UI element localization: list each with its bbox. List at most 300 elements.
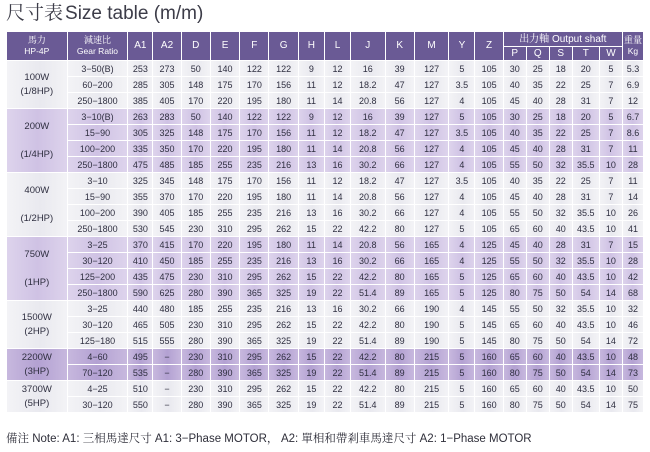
- value-cell: 35: [526, 77, 549, 93]
- gear-ratio-cell: 4−60: [67, 349, 128, 365]
- value-cell: 475: [128, 157, 153, 173]
- value-cell: 125: [475, 285, 503, 301]
- value-cell: 235: [240, 301, 269, 317]
- value-cell: 47: [385, 77, 414, 93]
- value-cell: 310: [210, 221, 239, 237]
- value-cell: 12: [622, 93, 643, 109]
- value-cell: 195: [240, 93, 269, 109]
- value-cell: 165: [414, 253, 449, 269]
- value-cell: 35: [526, 125, 549, 141]
- value-cell: 6.7: [622, 109, 643, 125]
- note-a1-zh: A1: 三相馬達尺寸: [62, 433, 152, 445]
- value-cell: 28: [549, 141, 572, 157]
- table-row: [7, 365, 644, 381]
- value-cell: 105: [475, 141, 503, 157]
- value-cell: 43.5: [572, 317, 599, 333]
- value-cell: 127: [414, 157, 449, 173]
- value-cell: 105: [475, 189, 503, 205]
- value-cell: 195: [240, 237, 269, 253]
- value-cell: 65: [503, 317, 526, 333]
- value-cell: 280: [181, 397, 210, 413]
- value-cell: 18: [549, 109, 572, 125]
- value-cell: 165: [414, 285, 449, 301]
- value-cell: 18.2: [351, 77, 386, 93]
- table-row: [7, 141, 644, 157]
- value-cell: 68: [622, 285, 643, 301]
- table-row: [7, 125, 644, 141]
- value-cell: 14: [324, 141, 350, 157]
- value-cell: 20.8: [351, 93, 386, 109]
- value-cell: 545: [153, 221, 181, 237]
- value-cell: 35.5: [572, 157, 599, 173]
- gear-ratio-cell: 125−200: [67, 269, 128, 285]
- value-cell: 19: [298, 333, 324, 349]
- value-cell: 127: [414, 77, 449, 93]
- value-cell: 56: [385, 189, 414, 205]
- value-cell: 40: [549, 317, 572, 333]
- value-cell: 220: [210, 189, 239, 205]
- value-cell: 10: [599, 269, 622, 285]
- value-cell: 280: [181, 333, 210, 349]
- header-shaft: P: [503, 47, 526, 61]
- value-cell: 40: [549, 349, 572, 365]
- value-cell: 40: [526, 237, 549, 253]
- gear-ratio-cell: 3−50(B): [67, 61, 128, 77]
- value-cell: 75: [526, 333, 549, 349]
- power-cell: 1500W (2HP): [7, 301, 68, 349]
- value-cell: 65: [503, 381, 526, 397]
- note-prefix: 備注 Note:: [6, 433, 60, 445]
- gear-ratio-cell: 3−10: [67, 173, 128, 189]
- table-row: [7, 93, 644, 109]
- value-cell: 410: [128, 253, 153, 269]
- value-cell: 385: [128, 93, 153, 109]
- value-cell: 310: [210, 349, 239, 365]
- value-cell: 180: [269, 141, 298, 157]
- value-cell: 30.2: [351, 157, 386, 173]
- note-a1-en: A1: 3−Phase MOTOR，: [154, 433, 279, 445]
- value-cell: 10: [599, 157, 622, 173]
- value-cell: 345: [153, 173, 181, 189]
- value-cell: 215: [414, 365, 449, 381]
- value-cell: 11: [298, 125, 324, 141]
- value-cell: 50: [526, 253, 549, 269]
- value-cell: 46: [622, 317, 643, 333]
- value-cell: 14: [599, 333, 622, 349]
- value-cell: 390: [210, 285, 239, 301]
- value-cell: 10: [599, 205, 622, 221]
- gear-ratio-cell: 100−200: [67, 141, 128, 157]
- value-cell: 56: [385, 141, 414, 157]
- value-cell: 405: [153, 205, 181, 221]
- header-gear-ratio: 減速比 Gear Ratio: [67, 32, 128, 61]
- value-cell: 253: [128, 61, 153, 77]
- value-cell: 165: [414, 237, 449, 253]
- value-cell: 14: [599, 285, 622, 301]
- value-cell: 31: [572, 93, 599, 109]
- value-cell: 160: [475, 365, 503, 381]
- value-cell: 295: [240, 317, 269, 333]
- header-dim: A2: [153, 32, 181, 61]
- value-cell: 262: [269, 221, 298, 237]
- header-dim: A1: [128, 32, 153, 61]
- value-cell: 263: [128, 109, 153, 125]
- value-cell: 22: [549, 173, 572, 189]
- value-cell: 47: [385, 173, 414, 189]
- value-cell: 390: [210, 365, 239, 381]
- header-dim: L: [324, 32, 350, 61]
- value-cell: 5: [449, 61, 475, 77]
- value-cell: 10: [599, 253, 622, 269]
- gear-ratio-cell: 60−200: [67, 77, 128, 93]
- value-cell: 127: [414, 205, 449, 221]
- value-cell: 535: [128, 365, 153, 381]
- value-cell: 170: [181, 141, 210, 157]
- value-cell: 4: [449, 237, 475, 253]
- value-cell: 365: [240, 365, 269, 381]
- value-cell: 127: [414, 221, 449, 237]
- value-cell: 127: [414, 125, 449, 141]
- value-cell: 7: [599, 125, 622, 141]
- value-cell: 45: [503, 93, 526, 109]
- value-cell: 10: [599, 301, 622, 317]
- value-cell: 175: [210, 173, 239, 189]
- value-cell: 295: [240, 349, 269, 365]
- value-cell: 45: [503, 189, 526, 205]
- table-row: [7, 189, 644, 205]
- header-dim: Z: [475, 32, 503, 61]
- value-cell: 262: [269, 349, 298, 365]
- value-cell: 54: [572, 397, 599, 413]
- value-cell: 216: [269, 157, 298, 173]
- value-cell: 262: [269, 317, 298, 333]
- value-cell: 25: [572, 77, 599, 93]
- value-cell: 325: [269, 285, 298, 301]
- gear-ratio-cell: 30−120: [67, 253, 128, 269]
- value-cell: 11: [298, 173, 324, 189]
- value-cell: 15: [622, 237, 643, 253]
- gear-ratio-cell: 125−180: [67, 333, 128, 349]
- value-cell: 18: [549, 61, 572, 77]
- value-cell: 11: [298, 189, 324, 205]
- gear-ratio-cell: 15−90: [67, 189, 128, 205]
- gear-ratio-cell: 3−10(B): [67, 109, 128, 125]
- value-cell: 390: [210, 333, 239, 349]
- value-cell: 39: [385, 61, 414, 77]
- value-cell: 4: [449, 301, 475, 317]
- value-cell: 22: [324, 397, 350, 413]
- value-cell: 72: [622, 333, 643, 349]
- value-cell: 156: [269, 77, 298, 93]
- value-cell: 20: [572, 109, 599, 125]
- value-cell: 12: [324, 61, 350, 77]
- value-cell: 80: [385, 269, 414, 285]
- value-cell: 80: [385, 317, 414, 333]
- value-cell: 4: [449, 205, 475, 221]
- power-cell: 200W (1/4HP): [7, 109, 68, 173]
- value-cell: 255: [210, 253, 239, 269]
- value-cell: 127: [414, 173, 449, 189]
- value-cell: 60: [526, 269, 549, 285]
- value-cell: 41: [622, 221, 643, 237]
- table-row: [7, 77, 644, 93]
- value-cell: 625: [153, 285, 181, 301]
- value-cell: 65: [503, 349, 526, 365]
- value-cell: 14: [324, 189, 350, 205]
- value-cell: 105: [475, 109, 503, 125]
- value-cell: 13: [298, 205, 324, 221]
- value-cell: 230: [181, 381, 210, 397]
- value-cell: 465: [128, 317, 153, 333]
- value-cell: 5: [449, 317, 475, 333]
- value-cell: 273: [153, 61, 181, 77]
- value-cell: 105: [475, 77, 503, 93]
- value-cell: 50: [181, 61, 210, 77]
- value-cell: 11: [298, 141, 324, 157]
- value-cell: 54: [572, 285, 599, 301]
- value-cell: 28: [549, 189, 572, 205]
- value-cell: 51.4: [351, 365, 386, 381]
- size-table: [6, 31, 644, 413]
- value-cell: 42.2: [351, 317, 386, 333]
- value-cell: 20.8: [351, 141, 386, 157]
- value-cell: 505: [153, 317, 181, 333]
- value-cell: 5: [599, 61, 622, 77]
- value-cell: 45: [503, 141, 526, 157]
- value-cell: 80: [503, 365, 526, 381]
- value-cell: 42: [622, 269, 643, 285]
- value-cell: 230: [181, 269, 210, 285]
- value-cell: 216: [269, 253, 298, 269]
- value-cell: 22: [549, 125, 572, 141]
- value-cell: 127: [414, 141, 449, 157]
- value-cell: 60: [526, 381, 549, 397]
- value-cell: 14: [324, 93, 350, 109]
- value-cell: 19: [298, 365, 324, 381]
- value-cell: 5: [449, 381, 475, 397]
- value-cell: 66: [385, 253, 414, 269]
- value-cell: 22: [324, 221, 350, 237]
- value-cell: 310: [210, 317, 239, 333]
- value-cell: 310: [210, 269, 239, 285]
- value-cell: 185: [181, 253, 210, 269]
- value-cell: 230: [181, 317, 210, 333]
- value-cell: 365: [240, 397, 269, 413]
- value-cell: 175: [210, 77, 239, 93]
- value-cell: 22: [324, 317, 350, 333]
- header-shaft: T: [572, 47, 599, 61]
- value-cell: 9: [298, 109, 324, 125]
- value-cell: 370: [128, 237, 153, 253]
- value-cell: 13: [298, 301, 324, 317]
- value-cell: 550: [128, 397, 153, 413]
- value-cell: 335: [128, 141, 153, 157]
- table-row: [7, 349, 644, 365]
- value-cell: 105: [475, 205, 503, 221]
- value-cell: 180: [269, 189, 298, 205]
- value-cell: 80: [385, 221, 414, 237]
- value-cell: 515: [128, 333, 153, 349]
- note-a2-zh: A2: 單相和帶剎車馬達尺寸: [280, 433, 417, 445]
- value-cell: 80: [503, 333, 526, 349]
- value-cell: 435: [128, 269, 153, 285]
- value-cell: 75: [526, 397, 549, 413]
- value-cell: 295: [240, 221, 269, 237]
- value-cell: 40: [549, 381, 572, 397]
- value-cell: 16: [324, 157, 350, 173]
- value-cell: 148: [181, 173, 210, 189]
- value-cell: 60: [526, 349, 549, 365]
- value-cell: 14: [622, 189, 643, 205]
- value-cell: 40: [549, 269, 572, 285]
- value-cell: 65: [503, 269, 526, 285]
- value-cell: 262: [269, 269, 298, 285]
- value-cell: −: [153, 397, 181, 413]
- value-cell: 26: [622, 205, 643, 221]
- value-cell: 32: [549, 157, 572, 173]
- value-cell: 45: [503, 237, 526, 253]
- value-cell: 12: [324, 109, 350, 125]
- value-cell: 48: [622, 349, 643, 365]
- value-cell: 6.9: [622, 77, 643, 93]
- value-cell: 11: [298, 237, 324, 253]
- value-cell: 39: [385, 109, 414, 125]
- value-cell: 105: [475, 125, 503, 141]
- power-cell: 100W (1/8HP): [7, 61, 68, 109]
- value-cell: 16: [351, 61, 386, 77]
- header-dim: F: [240, 32, 269, 61]
- value-cell: 89: [385, 365, 414, 381]
- value-cell: 35: [526, 173, 549, 189]
- table-row: [7, 269, 644, 285]
- value-cell: 122: [240, 109, 269, 125]
- header-dim: K: [385, 32, 414, 61]
- value-cell: 50: [549, 333, 572, 349]
- table-row: [7, 237, 644, 253]
- header-dim: J: [351, 32, 386, 61]
- value-cell: 10: [599, 381, 622, 397]
- value-cell: 31: [572, 237, 599, 253]
- gear-ratio-cell: 250−1800: [67, 93, 128, 109]
- value-cell: 185: [181, 157, 210, 173]
- value-cell: 325: [269, 397, 298, 413]
- value-cell: 47: [385, 125, 414, 141]
- value-cell: 15: [298, 269, 324, 285]
- value-cell: 11: [298, 93, 324, 109]
- value-cell: 7: [599, 237, 622, 253]
- gear-ratio-cell: 250−1800: [67, 285, 128, 301]
- value-cell: 50: [549, 397, 572, 413]
- value-cell: 65: [503, 221, 526, 237]
- value-cell: 190: [414, 301, 449, 317]
- value-cell: 280: [181, 365, 210, 381]
- gear-ratio-cell: 250−1800: [67, 221, 128, 237]
- value-cell: 30: [503, 109, 526, 125]
- value-cell: 190: [414, 317, 449, 333]
- value-cell: 310: [210, 381, 239, 397]
- value-cell: 12: [324, 125, 350, 141]
- value-cell: 4: [449, 93, 475, 109]
- value-cell: 415: [153, 237, 181, 253]
- header-row: [7, 32, 644, 47]
- value-cell: 50: [549, 285, 572, 301]
- value-cell: 280: [181, 285, 210, 301]
- value-cell: 40: [526, 189, 549, 205]
- value-cell: 25: [572, 125, 599, 141]
- header-shaft: Q: [526, 47, 549, 61]
- value-cell: 440: [128, 301, 153, 317]
- header-dim: H: [298, 32, 324, 61]
- value-cell: 5: [449, 365, 475, 381]
- value-cell: 122: [240, 61, 269, 77]
- value-cell: 175: [210, 125, 239, 141]
- value-cell: 19: [298, 285, 324, 301]
- value-cell: 16: [324, 301, 350, 317]
- value-cell: 148: [181, 77, 210, 93]
- value-cell: 365: [240, 333, 269, 349]
- table-row: [7, 253, 644, 269]
- note-a2-en: A2: 1−Phase MOTOR: [419, 433, 532, 445]
- value-cell: 4: [449, 189, 475, 205]
- value-cell: 390: [210, 397, 239, 413]
- value-cell: 220: [210, 93, 239, 109]
- value-cell: 5: [449, 221, 475, 237]
- value-cell: 11: [298, 77, 324, 93]
- value-cell: 555: [153, 333, 181, 349]
- value-cell: 56: [385, 237, 414, 253]
- value-cell: −: [153, 365, 181, 381]
- value-cell: 160: [475, 381, 503, 397]
- table-row: [7, 221, 644, 237]
- value-cell: 105: [475, 157, 503, 173]
- value-cell: 10: [599, 221, 622, 237]
- value-cell: 66: [385, 157, 414, 173]
- power-cell: 750W (1HP): [7, 237, 68, 301]
- power-cell: 2200W (3HP): [7, 349, 68, 381]
- header-dim: E: [210, 32, 239, 61]
- power-cell: 400W (1/2HP): [7, 173, 68, 237]
- table-row: [7, 381, 644, 397]
- gear-ratio-cell: 30−120: [67, 397, 128, 413]
- value-cell: 262: [269, 381, 298, 397]
- value-cell: 32: [549, 205, 572, 221]
- value-cell: 55: [503, 253, 526, 269]
- value-cell: 22: [549, 77, 572, 93]
- value-cell: 25: [526, 109, 549, 125]
- value-cell: 13: [298, 253, 324, 269]
- value-cell: 51.4: [351, 333, 386, 349]
- value-cell: 325: [269, 365, 298, 381]
- value-cell: −: [153, 381, 181, 397]
- value-cell: 14: [324, 237, 350, 253]
- table-row: [7, 61, 644, 77]
- value-cell: 22: [324, 269, 350, 285]
- value-cell: 80: [503, 285, 526, 301]
- value-cell: 215: [414, 397, 449, 413]
- value-cell: 195: [240, 189, 269, 205]
- value-cell: 4: [449, 141, 475, 157]
- footnote: [6, 430, 532, 448]
- value-cell: 4: [449, 253, 475, 269]
- table-row: [7, 397, 644, 413]
- value-cell: 80: [385, 349, 414, 365]
- value-cell: 7: [599, 189, 622, 205]
- value-cell: 10: [599, 317, 622, 333]
- value-cell: 75: [526, 365, 549, 381]
- value-cell: 42.2: [351, 221, 386, 237]
- value-cell: 145: [475, 301, 503, 317]
- value-cell: 5.3: [622, 61, 643, 77]
